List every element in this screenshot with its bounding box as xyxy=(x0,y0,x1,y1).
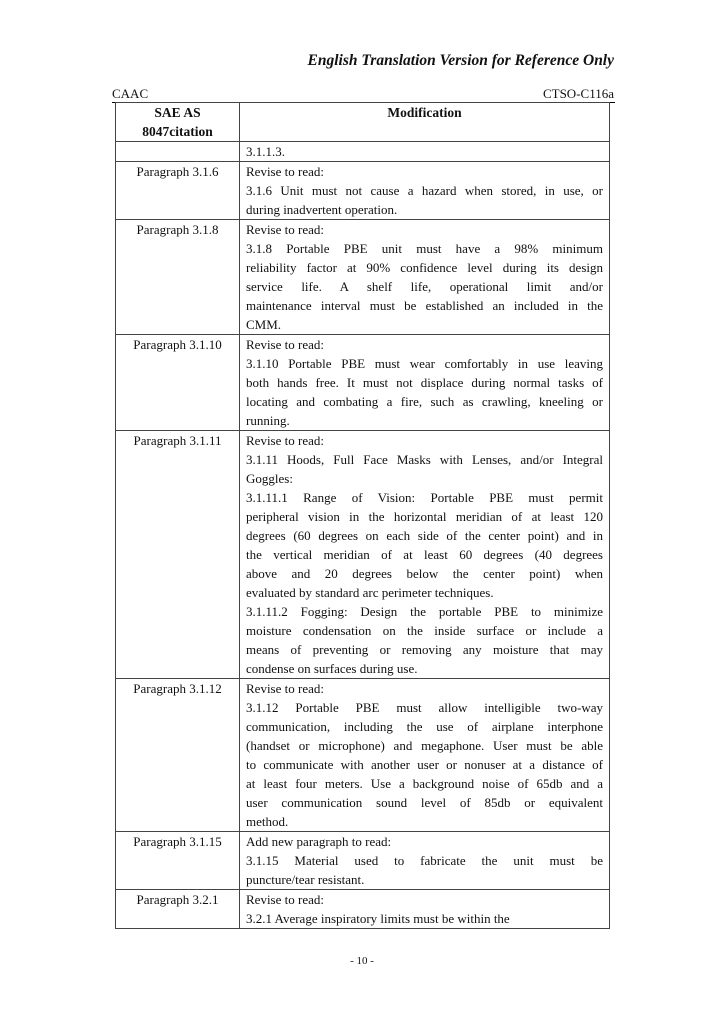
text-line: locating and combating a fire, such as crawling, kneeling or xyxy=(246,394,603,409)
translation-banner: English Translation Version for Reference Only xyxy=(307,52,614,69)
modification-column-header: Modification xyxy=(240,103,610,142)
citation-cell: Paragraph 3.1.11 xyxy=(116,431,240,679)
text-line: means of preventing or removing any moisture that may xyxy=(246,642,603,657)
text-line: communication, including the use of airplane interphone xyxy=(246,719,603,734)
header-doc-id: CTSO-C116a xyxy=(542,86,614,101)
text-line: 3.2.1 Average inspiratory limits must be within the xyxy=(246,911,510,926)
text-line: maintenance interval must be established an included in the xyxy=(246,298,603,313)
header-agency: CAAC xyxy=(112,86,149,101)
text-line: user communication sound level of 85db or equivalent xyxy=(246,795,603,810)
text-line: 3.1.11.1 Range of Vision: Portable PBE must permit xyxy=(246,490,603,505)
text-line: Revise to read: xyxy=(246,164,324,179)
modification-cell xyxy=(240,162,610,220)
citation-cell: Paragraph 3.1.6 xyxy=(116,162,240,220)
text-line: 3.1.6 Unit must not cause a hazard when stored, in use, or xyxy=(246,183,603,198)
table-row xyxy=(116,890,610,929)
text-line: Revise to read: xyxy=(246,681,324,696)
text-line: degrees (60 degrees on each side of the center point) and in xyxy=(246,528,603,543)
modification-cell xyxy=(240,220,610,335)
text-line: service life. A shelf life, operational limit and/or xyxy=(246,279,603,294)
text-line: 3.1.10 Portable PBE must wear comfortably in use leaving xyxy=(246,356,603,371)
text-line: method. xyxy=(246,814,289,829)
text-line: 3.1.8 Portable PBE unit must have a 98% minimum xyxy=(246,241,603,256)
text-line: both hands free. It must not displace during normal tasks of xyxy=(246,375,603,390)
table-row xyxy=(116,162,610,220)
text-line: Revise to read: xyxy=(246,892,324,907)
citation-cell: Paragraph 3.1.8 xyxy=(116,220,240,335)
table-row xyxy=(116,142,610,162)
citation-header-line: 8047citation xyxy=(142,124,213,139)
text-line: condense on surfaces during use. xyxy=(246,661,418,676)
modification-cell xyxy=(240,890,610,929)
modification-cell xyxy=(240,142,610,162)
modification-table xyxy=(115,102,610,929)
text-line: at least four meters. Use a background noise of 65db and a xyxy=(246,776,603,791)
text-line: peripheral vision in the horizontal meridian of at least 120 xyxy=(246,509,603,524)
modification-cell xyxy=(240,431,610,679)
citation-header-line: SAE AS xyxy=(154,105,201,120)
page-number: - 10 - xyxy=(350,955,374,967)
modification-cell xyxy=(240,335,610,431)
text-line: Revise to read: xyxy=(246,433,324,448)
text-line: evaluated by standard arc perimeter techniques. xyxy=(246,585,494,600)
text-line: 3.1.12 Portable PBE must allow intelligible two-way xyxy=(246,700,603,715)
table-row xyxy=(116,679,610,832)
text-line: 3.1.11.2 Fogging: Design the portable PBE to minimize xyxy=(246,604,603,619)
modification-cell xyxy=(240,832,610,890)
table-row xyxy=(116,431,610,679)
text-line: Goggles: xyxy=(246,471,293,486)
text-line: above and 20 degrees below the center point) when xyxy=(246,566,603,581)
modification-cell xyxy=(240,679,610,832)
text-line: reliability factor at 90% confidence level during its design xyxy=(246,260,603,275)
text-line: the vertical meridian of at least 60 degrees (40 degrees xyxy=(246,547,603,562)
citation-column-header xyxy=(116,103,240,142)
text-line: moisture condensation on the inside surface or include a xyxy=(246,623,603,638)
text-line: Revise to read: xyxy=(246,337,324,352)
text-line: during inadvertent operation. xyxy=(246,202,398,217)
table-row xyxy=(116,832,610,890)
citation-cell xyxy=(116,142,240,162)
text-line: running. xyxy=(246,413,290,428)
text-line: to communicate with another user or nonuser at a distance of xyxy=(246,757,603,772)
table-row xyxy=(116,335,610,431)
text-line: 3.1.11 Hoods, Full Face Masks with Lenses, and/or Integral xyxy=(246,452,603,467)
citation-cell: Paragraph 3.2.1 xyxy=(116,890,240,929)
table-row xyxy=(116,220,610,335)
text-line: Revise to read: xyxy=(246,222,324,237)
citation-cell: Paragraph 3.1.12 xyxy=(116,679,240,832)
text-line: (handset or microphone) and megaphone. User must be able xyxy=(246,738,603,753)
text-line: CMM. xyxy=(246,317,282,332)
text-line: Add new paragraph to read: xyxy=(246,834,392,849)
text-line: 3.1.1.3. xyxy=(246,144,285,159)
citation-cell: Paragraph 3.1.15 xyxy=(116,832,240,890)
citation-cell: Paragraph 3.1.10 xyxy=(116,335,240,431)
text-line: 3.1.15 Material used to fabricate the unit must be xyxy=(246,853,603,868)
table-header-row xyxy=(116,103,610,142)
text-line: puncture/tear resistant. xyxy=(246,872,365,887)
